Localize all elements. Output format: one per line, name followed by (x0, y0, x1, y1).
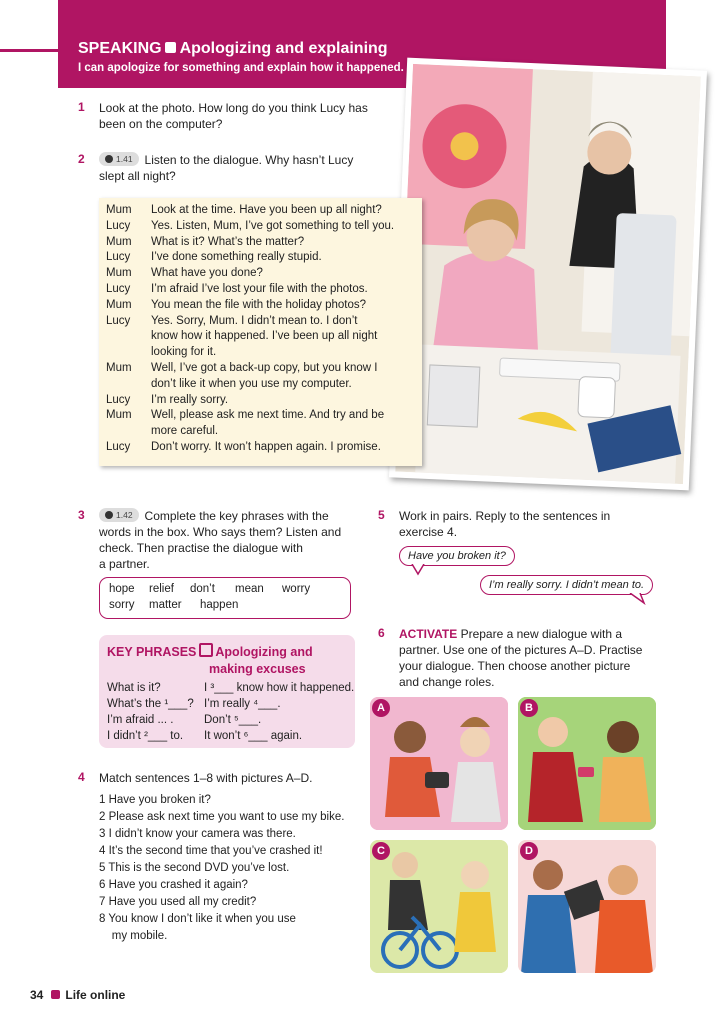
dialogue-line: I’m afraid I’ve lost your file with the photos. (151, 282, 368, 295)
exercise-3-text (99, 508, 359, 572)
exercise-3-line: a partner. (99, 557, 150, 571)
play-icon (105, 155, 113, 163)
key-phrase: What is it? (107, 682, 161, 694)
dialogue-line: Well, I’ve got a back-up copy, but you know I (151, 361, 378, 374)
unit-title: Life online (65, 988, 126, 1002)
exercise-2-text (99, 152, 353, 184)
banner-rule (0, 49, 58, 52)
audio-track-button[interactable] (99, 152, 139, 166)
list-item: 1 Have you broken it? (99, 794, 211, 806)
dialogue-rows (99, 198, 422, 456)
word-box-item: worry (282, 583, 311, 595)
exercise-4-text: Match sentences 1–8 with pictures A–D. (99, 771, 313, 785)
exercise-5-line: exercise 4. (399, 525, 458, 539)
dialogue-line: don’t like it when you use my computer. (151, 377, 352, 390)
dialogue-row (99, 203, 422, 219)
lesson-objective: I can apologize for something and explain how it happened. (78, 62, 404, 74)
key-phrase: I ³___ know how it happened. (204, 682, 355, 694)
list-item: 4 It’s the second time that you’ve crashed it! (99, 845, 323, 857)
dialogue-line: I’m really sorry. (151, 393, 229, 406)
dialogue-speaker: Lucy (106, 251, 131, 264)
dialogue-line: You mean the file with the holiday photos? (151, 298, 367, 311)
dialogue-box (99, 198, 422, 466)
audio-track-button[interactable] (99, 508, 139, 522)
speech-bubble: Have you broken it? (399, 546, 515, 566)
dialogue-line: I’ve done something really stupid. (151, 251, 322, 264)
dialogue-row (99, 219, 422, 235)
dialogue-speaker: Mum (106, 204, 132, 216)
dialogue-row (99, 345, 422, 361)
dialogue-speaker: Mum (106, 267, 132, 280)
key-phrases-box (99, 635, 355, 748)
dialogue-speaker (99, 345, 151, 361)
exercise-6-line: Prepare a new dialogue with a (460, 627, 622, 641)
word-box-item: matter (149, 599, 182, 611)
dialogue-speaker: Mum (106, 409, 132, 422)
lesson-title: Apologizing and explaining (179, 40, 388, 57)
exercise-6-line: partner. Use one of the pictures A–D. Practise (399, 643, 643, 657)
dialogue-speaker: Lucy (106, 440, 131, 453)
exercise-6-line: and change roles. (399, 675, 495, 689)
key-phrase: It won’t ⁶___ again. (204, 730, 303, 742)
dvd-cartoon (518, 840, 656, 973)
key-phrases-left-column (107, 680, 194, 744)
dialogue-row (99, 393, 422, 409)
dialogue-speaker: Lucy (106, 219, 131, 232)
photo-image (395, 64, 701, 484)
dialogue-line: Well, please ask me next time. And try and be (151, 409, 385, 422)
bubble-tail (628, 593, 650, 605)
dialogue-row (99, 329, 422, 345)
page-footer (30, 988, 125, 1002)
key-phrases-title: Apologizing and (215, 645, 313, 659)
exercise-3-number: 3 (78, 508, 85, 522)
exercise-6-number: 6 (378, 626, 385, 640)
mobile-cartoon (518, 697, 656, 830)
page-number: 34 (30, 988, 44, 1002)
square-bullet-icon (51, 990, 60, 999)
exercise-5-line: Work in pairs. Reply to the sentences in (399, 509, 611, 523)
word-box-item: hope (109, 583, 135, 595)
dialogue-row (99, 282, 422, 298)
exercise-6-line: your dialogue. Then choose another picture (399, 659, 631, 673)
camera-cartoon (370, 697, 508, 830)
exercise-2-line: Listen to the dialogue. Why hasn’t Lucy (144, 153, 354, 167)
key-phrase: I’m really ⁴___. (204, 698, 281, 710)
key-phrase: What’s the ¹___? (107, 698, 194, 710)
exercise-3-line: check. Then practise the dialogue with (99, 541, 303, 555)
key-phrase: Don’t ⁵___. (204, 714, 262, 726)
exercise-5-number: 5 (378, 508, 385, 522)
list-item: my mobile. (99, 930, 168, 942)
picture-d (518, 840, 656, 973)
dialogue-row (99, 298, 422, 314)
speech-bubble: I’m really sorry. I didn’t mean to. (480, 575, 653, 595)
key-phrases-heading (107, 643, 313, 678)
dialogue-line: Yes. Listen, Mum, I’ve got something to tell you. (151, 219, 395, 232)
list-item: 2 Please ask next time you want to use my bike. (99, 811, 345, 823)
dialogue-row (99, 424, 422, 440)
dialogue-row (99, 314, 422, 330)
key-phrase: I’m afraid ... . (107, 714, 174, 726)
dialogue-speaker: Lucy (106, 393, 131, 406)
section-title (78, 40, 388, 58)
dialogue-line: know how it happened. I’ve been up all night (151, 330, 378, 343)
picture-label: A (372, 699, 390, 717)
dialogue-speaker: Lucy (106, 282, 131, 295)
audio-track-number: 1.42 (116, 510, 133, 520)
dialogue-speaker: Mum (106, 361, 132, 374)
list-item: 7 Have you used all my credit? (99, 896, 257, 908)
list-item: 5 This is the second DVD you’ve lost. (99, 862, 290, 874)
audio-track-number: 1.41 (116, 154, 133, 164)
dialogue-line: Yes. Sorry, Mum. I didn’t mean to. I don’t (151, 314, 358, 327)
picture-a (370, 697, 508, 830)
exercise-4-number: 4 (78, 770, 85, 784)
exercise-5-text (399, 508, 610, 540)
section-label: SPEAKING (78, 40, 162, 57)
dialogue-speaker: Lucy (106, 314, 131, 327)
word-box-item: happen (200, 599, 239, 611)
list-item: 3 I didn’t know your camera was there. (99, 828, 296, 840)
dialogue-line: Don’t worry. It won’t happen again. I promise. (151, 440, 381, 453)
dialogue-row (99, 408, 422, 424)
exercise-2-line: slept all night? (99, 169, 176, 183)
exercise-6-text (399, 626, 642, 690)
bike-cartoon (370, 840, 508, 973)
word-box-item: sorry (109, 599, 135, 611)
play-icon (105, 511, 113, 519)
word-box-item: mean (235, 583, 264, 595)
key-phrases-right-column (204, 680, 354, 744)
dialogue-line: looking for it. (151, 346, 217, 359)
dialogue-row (99, 250, 422, 266)
square-bullet-icon (165, 42, 176, 53)
picture-c (370, 840, 508, 973)
exercise-1-line: Look at the photo. How long do you think Lucy has (99, 101, 368, 115)
dialogue-row (99, 266, 422, 282)
activate-label: ACTIVATE (399, 627, 458, 641)
exercise-1-text (99, 100, 368, 132)
bubble-tail (410, 564, 430, 576)
word-box (99, 577, 351, 619)
list-item: 8 You know I don’t like it when you use (99, 913, 296, 925)
dialogue-line: What have you done? (151, 267, 263, 280)
key-phrases-title: making excuses (209, 662, 306, 676)
dialogue-speaker (99, 424, 151, 440)
list-item: 6 Have you crashed it again? (99, 879, 248, 891)
dialogue-row (99, 377, 422, 393)
dialogue-row (99, 440, 422, 456)
square-outline-icon (199, 643, 213, 657)
word-box-item: don’t (190, 583, 215, 595)
exercise-3-line: words in the box. Who says them? Listen and (99, 525, 342, 539)
exercise-1-number: 1 (78, 100, 85, 114)
word-box-item: relief (149, 583, 174, 595)
lucy-mum-photo (389, 58, 707, 491)
dialogue-speaker (99, 377, 151, 393)
dialogue-line: What is it? What’s the matter? (151, 235, 305, 248)
key-phrases-label: KEY PHRASES (107, 645, 197, 659)
dialogue-speaker: Mum (106, 298, 132, 311)
dialogue-speaker (99, 329, 151, 345)
dialogue-row (99, 361, 422, 377)
exercise-3-line: Complete the key phrases with the (144, 509, 329, 523)
picture-label: C (372, 842, 390, 860)
dialogue-row (99, 235, 422, 251)
key-phrase: I didn’t ²___ to. (107, 730, 184, 742)
picture-label: D (520, 842, 538, 860)
dialogue-line: more careful. (151, 425, 219, 438)
picture-label: B (520, 699, 538, 717)
exercise-2-number: 2 (78, 152, 85, 166)
picture-b (518, 697, 656, 830)
exercise-1-line: been on the computer? (99, 117, 223, 131)
dialogue-speaker: Mum (106, 235, 132, 248)
dialogue-line: Look at the time. Have you been up all night? (151, 204, 382, 216)
